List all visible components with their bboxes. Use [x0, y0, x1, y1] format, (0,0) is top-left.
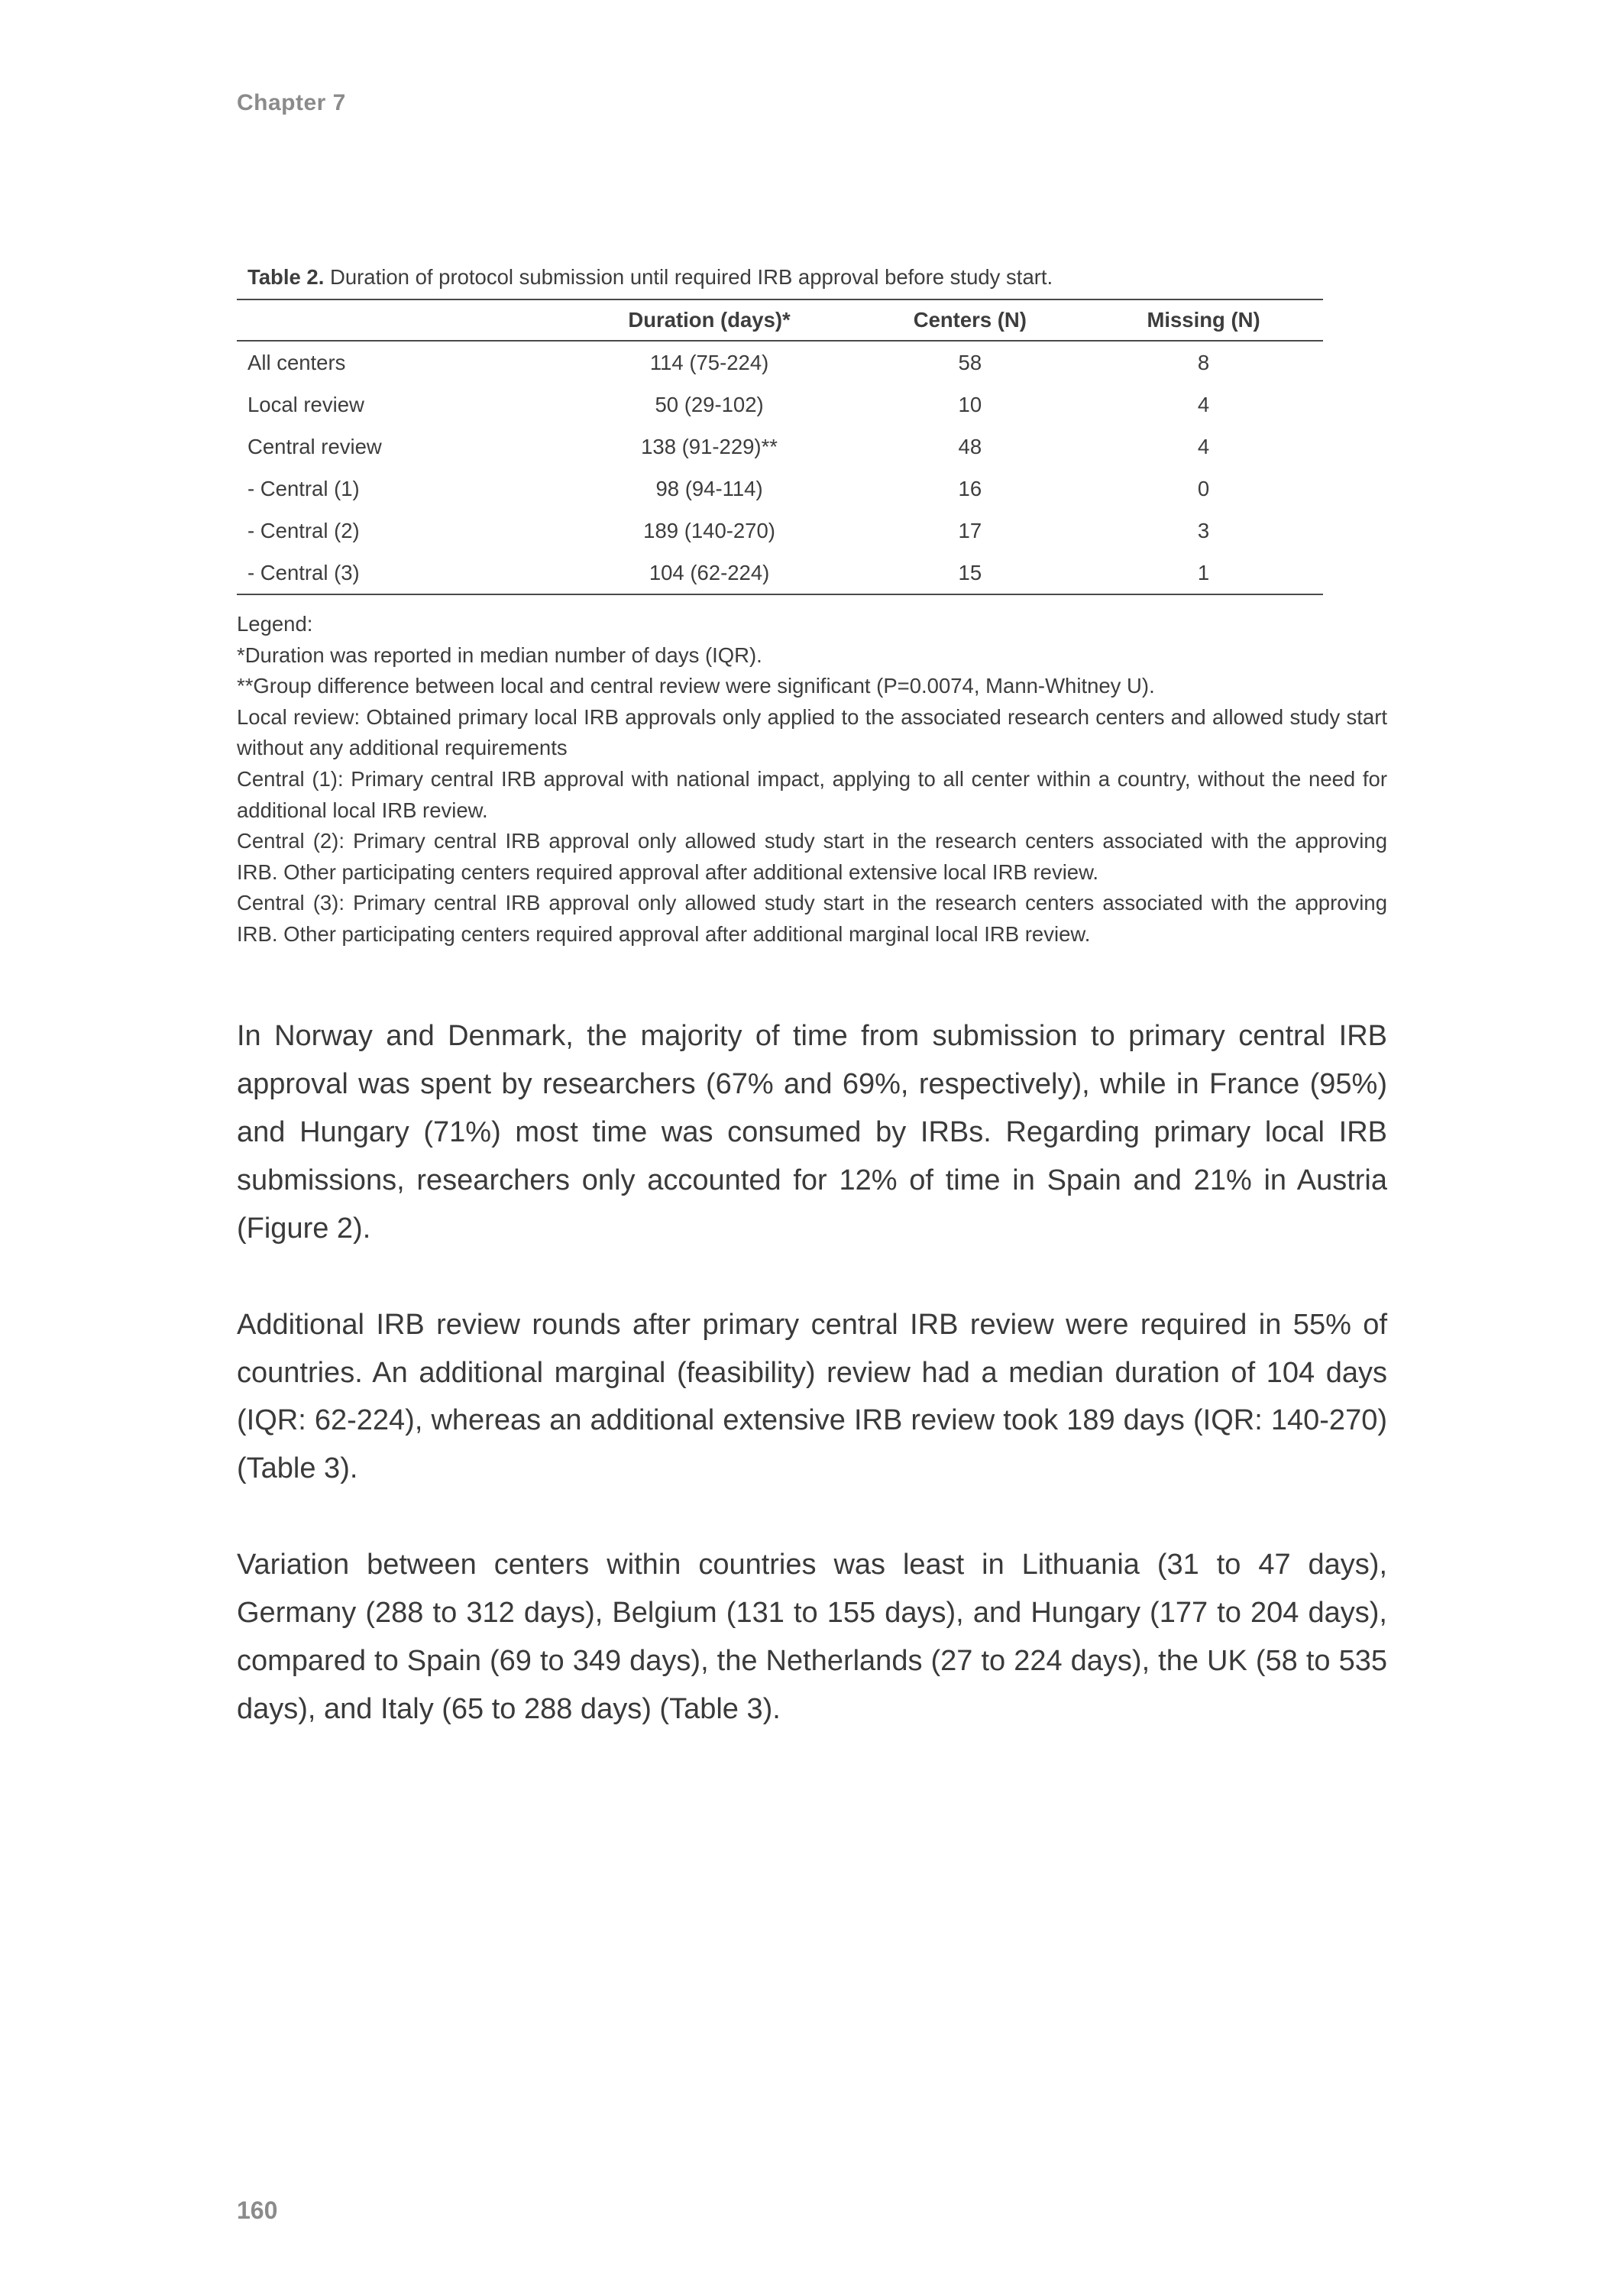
chapter-header: Chapter 7 — [237, 90, 346, 115]
centers-cell: 15 — [958, 560, 982, 584]
row-label-cell: - Central (1) — [247, 476, 360, 500]
missing-cell: 4 — [1197, 392, 1210, 416]
centers-cell: 48 — [958, 434, 982, 458]
paragraph: Variation between centers within countries was least in Lithuania (31 to 47 days), Germany (288 to 312 days), Belgium (131 to 155 days), and Hungary (177 to 204 days), compared to Spain (69 to 349 days), the Netherlands (27 to 224 days), the UK (58 to 535 days), and Italy (65 to 288 days) (Table 3). — [237, 1549, 1387, 1725]
row-label-cell: - Central (3) — [247, 560, 360, 584]
col-header-duration: Duration (days)* — [628, 308, 791, 332]
legend-line: Central (3): Primary central IRB approval only allowed study start in the research centers associated with the approving IRB. Other participating centers required approval after additional marginal local IRB review. — [237, 891, 1387, 946]
page-number: 160 — [237, 2196, 278, 2224]
table-row — [237, 384, 1323, 426]
table-caption-label: Table 2. — [247, 265, 325, 289]
paragraph: Additional IRB review rounds after primary central IRB review were required in 55% of countries. An additional marginal (feasibility) review had a median duration of 104 days (IQR: 62-224), whereas an additional extensive IRB review took 189 days (IQR: 140-270) (Table 3). — [237, 1308, 1387, 1485]
legend-line: **Group difference between local and central review were significant (P=0.0074, Mann-Whitney U). — [237, 674, 1155, 698]
table-legend — [237, 609, 1387, 950]
centers-cell: 17 — [958, 518, 982, 542]
row-label-cell: All centers — [247, 350, 346, 374]
col-header-missing: Missing (N) — [1147, 308, 1260, 332]
table-row — [237, 426, 1323, 468]
table-header-row — [237, 299, 1323, 341]
missing-cell: 1 — [1197, 560, 1210, 584]
legend-line: Central (1): Primary central IRB approval with national impact, applying to all center within a country, without the need for additional local IRB review. — [237, 766, 1387, 822]
duration-cell: 98 (94-114) — [655, 476, 763, 500]
paragraph: In Norway and Denmark, the majority of time from submission to primary central IRB approval was spent by researchers (67% and 69%, respectively), while in France (95%) and Hungary (71%) most time was consumed by IRBs. Regarding primary local IRB submissions, researchers only accounted for 12% of time in Spain and 21% in Austria (Figure 2). — [237, 1020, 1387, 1245]
legend-title: Legend: — [237, 612, 313, 636]
table-row — [237, 552, 1323, 594]
centers-cell: 10 — [958, 392, 982, 416]
duration-cell: 189 (140-270) — [643, 518, 775, 542]
row-label-cell: Local review — [247, 392, 364, 416]
missing-cell: 4 — [1197, 434, 1210, 458]
row-label-cell: Central review — [247, 434, 382, 458]
centers-cell: 58 — [958, 350, 982, 374]
duration-cell: 50 (29-102) — [655, 392, 764, 416]
table-row — [237, 341, 1323, 384]
col-header-label — [237, 299, 563, 341]
content-column — [237, 0, 1387, 1782]
missing-cell: 0 — [1197, 476, 1210, 500]
legend-line: Central (2): Primary central IRB approval only allowed study start in the research centers associated with the approving IRB. Other participating centers required approval after additional extensive local IRB review. — [237, 829, 1387, 884]
duration-cell: 114 (75-224) — [649, 350, 769, 374]
table-row — [237, 510, 1323, 552]
missing-cell: 8 — [1197, 350, 1210, 374]
legend-line: *Duration was reported in median number of days (IQR). — [237, 643, 762, 667]
missing-cell: 3 — [1197, 518, 1210, 542]
col-header-centers: Centers (N) — [913, 308, 1027, 332]
table-row — [237, 468, 1323, 510]
table-section — [237, 263, 1387, 950]
body-text — [237, 1012, 1387, 1733]
legend-line: Local review: Obtained primary local IRB approvals only applied to the associated research centers and allowed study start without any additional requirements — [237, 704, 1387, 760]
duration-cell: 138 (91-229)** — [641, 434, 778, 458]
table-caption-text: Duration of protocol submission until required IRB approval before study start. — [330, 265, 1053, 289]
duration-cell: 104 (62-224) — [649, 560, 770, 584]
centers-cell: 16 — [958, 476, 982, 500]
row-label-cell: - Central (2) — [247, 518, 360, 542]
table-2 — [237, 299, 1323, 595]
table-caption — [237, 263, 1323, 291]
